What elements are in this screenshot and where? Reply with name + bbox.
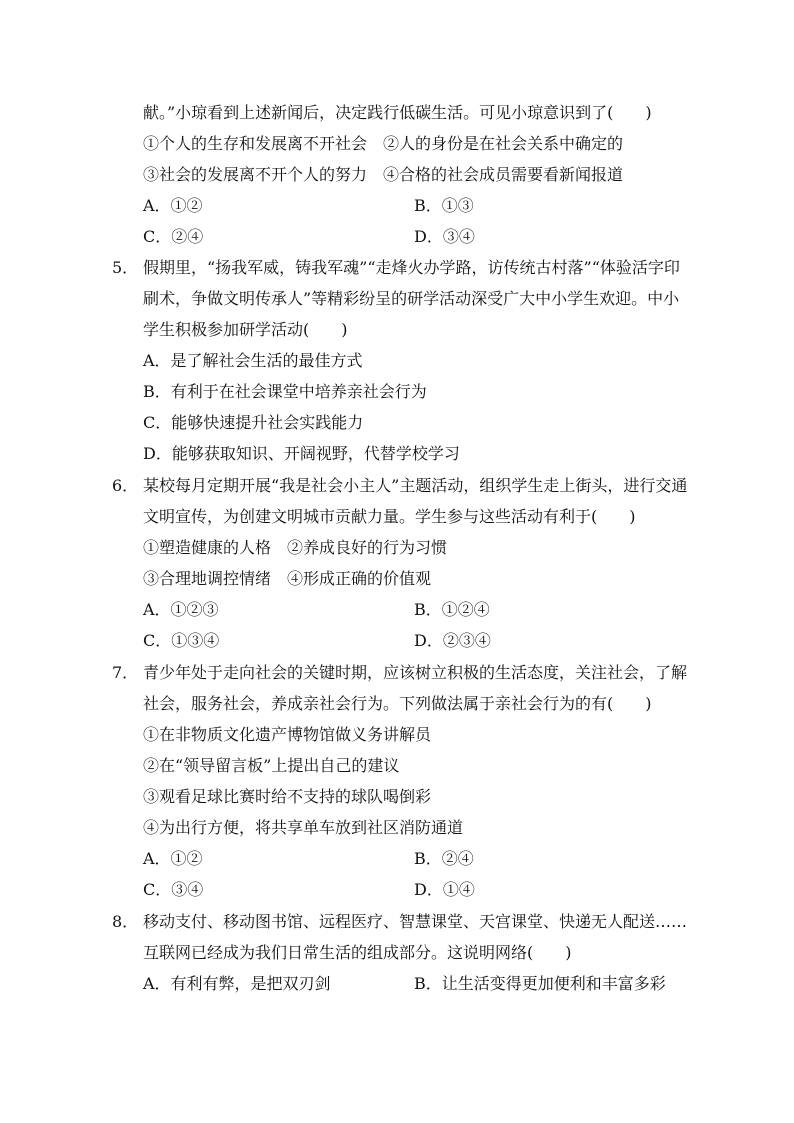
q5-stem-line-2: 刷术，争做文明传承人”等精彩纷呈的研学活动深受广大中小学生欢迎。中小 — [143, 289, 680, 308]
q8-stem-line-2: 互联网已经成为我们日常生活的组成部分。这说明网络( ) — [143, 943, 572, 962]
q4-item-line-1: ①个人的生存和发展离不开社会 ②人的身份是在社会关系中确定的 — [143, 134, 624, 153]
q4-option-c[interactable]: C．②④ — [143, 227, 204, 246]
q6-number: 6． — [112, 476, 139, 495]
q7-item-3: ③观看足球比赛时给不支持的球队喝倒彩 — [143, 787, 432, 806]
q7-option-b[interactable]: B．②④ — [414, 849, 474, 868]
q6-option-d[interactable]: D．②③④ — [414, 631, 491, 650]
q6-option-c[interactable]: C．①③④ — [143, 631, 220, 650]
q4-stem-continued: 献。”小琼看到上述新闻后，决定践行低碳生活。可见小琼意识到了( ) — [143, 103, 652, 122]
q4-option-a[interactable]: A．①② — [143, 196, 203, 215]
q4-option-b[interactable]: B．①③ — [414, 196, 474, 215]
q5-option-c[interactable]: C．能够快速提升社会实践能力 — [143, 413, 364, 432]
q7-option-a[interactable]: A．①② — [143, 849, 203, 868]
q8-option-a[interactable]: A．有利有弊，是把双刃剑 — [143, 974, 331, 993]
q5-number: 5． — [112, 258, 139, 277]
q5-stem-line-3: 学生积极参加研学活动( ) — [143, 320, 348, 339]
q4-option-d[interactable]: D．③④ — [414, 227, 475, 246]
q8-stem-line-1: 移动支付、移动图书馆、远程医疗、智慧课堂、天宫课堂、快递无人配送…… — [143, 912, 688, 931]
q7-item-4: ④为出行方便，将共享单车放到社区消防通道 — [143, 818, 464, 837]
q6-option-a[interactable]: A．①②③ — [143, 600, 219, 619]
q7-number: 7． — [112, 663, 139, 682]
q7-item-2: ②在“领导留言板”上提出自己的建议 — [143, 756, 400, 775]
q5-option-b[interactable]: B．有利于在社会课堂中培养亲社会行为 — [143, 382, 427, 401]
q7-option-d[interactable]: D．①④ — [414, 880, 475, 899]
q6-option-b[interactable]: B．①②④ — [414, 600, 490, 619]
q5-stem-line-1: 假期里，“扬我军威，铸我军魂”“走烽火办学路，访传统古村落”“体验活字印 — [143, 258, 680, 277]
q5-option-d[interactable]: D．能够获取知识、开阔视野，代替学校学习 — [143, 444, 460, 463]
q6-stem-line-2: 文明宣传，为创建文明城市贡献力量。学生参与这些活动有利于( ) — [143, 507, 636, 526]
q6-item-line-1: ①塑造健康的人格 ②养成良好的行为习惯 — [143, 538, 448, 557]
q7-option-c[interactable]: C．③④ — [143, 880, 204, 899]
q6-item-line-2: ③合理地调控情绪 ④形成正确的价值观 — [143, 569, 432, 588]
q4-item-line-2: ③社会的发展离不开个人的努力 ④合格的社会成员需要看新闻报道 — [143, 165, 624, 184]
q7-stem-line-2: 社会，服务社会，养成亲社会行为。下列做法属于亲社会行为的有( ) — [143, 694, 652, 713]
q5-option-a[interactable]: A．是了解社会生活的最佳方式 — [143, 351, 363, 370]
q7-item-1: ①在非物质文化遗产博物馆做义务讲解员 — [143, 725, 432, 744]
q6-stem-line-1: 某校每月定期开展“我是社会小主人”主题活动，组织学生走上街头，进行交通 — [143, 476, 688, 495]
q8-option-b[interactable]: B．让生活变得更加便利和丰富多彩 — [414, 974, 666, 993]
q7-stem-line-1: 青少年处于走向社会的关键时期，应该树立积极的生活态度，关注社会，了解 — [143, 663, 688, 682]
q8-number: 8． — [112, 912, 139, 931]
